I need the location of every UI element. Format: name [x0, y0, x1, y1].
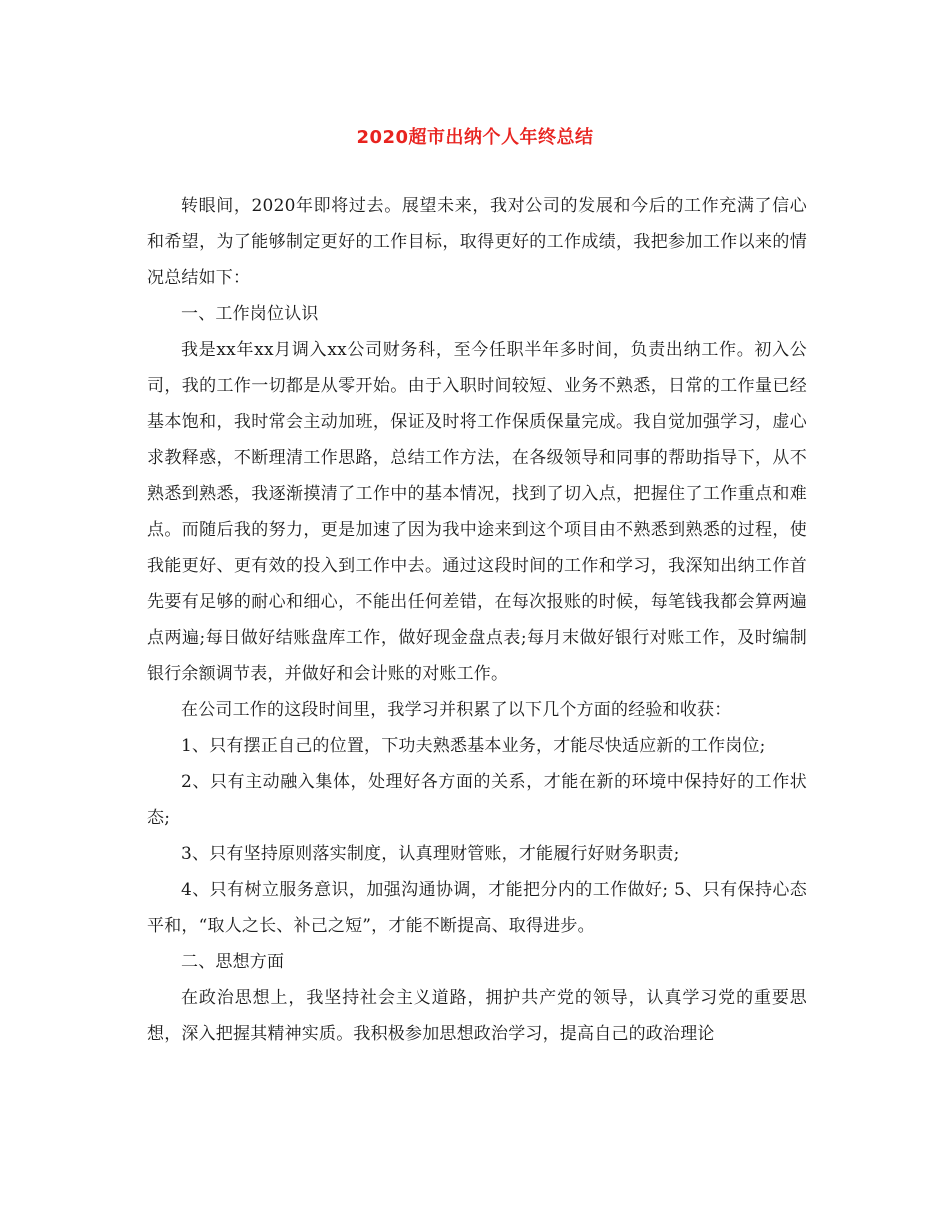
section-heading-job-understanding: 一、工作岗位认识 — [181, 304, 319, 324]
paragraph-intro: 转眼间，2020年即将过去。展望未来，我对公司的发展和今后的工作充满了信心和希望，为了能够制定更好的工作目标，取得更好的工作成绩，我把参加工作以来的情况总结如下： — [147, 196, 807, 288]
paragraph-experience-intro: 在公司工作的这段时间里，我学习并积累了以下几个方面的经验和收获： — [181, 700, 732, 720]
paragraph-job-description: 我是xx年xx月调入xx公司财务科，至今任职半年多时间，负责出纳工作。初入公司，我的工作一切都是从零开始。由于入职时间较短、业务不熟悉，日常的工作量已经基本饱和，我时常会主动加班，保证及时将工作保质保量完成。我自觉加强学习，虚心求教释惑，不断理清工作思路，总结工作方法，在各级领导和同事的帮助指导下，从不熟悉到熟悉，我逐渐摸清了工作中的基本情况，找到了切入点，把握住了工作重点和难点。而随后我的努力，更是加速了因为我中途来到这个项目由不熟悉到熟悉的过程，使我能更好、更有效的投入到工作中去。通过这段时间的工作和学习，我深知出纳工作首先要有足够的耐心和细心，不能出任何差错，在每次报账的时候，每笔钱我都会算两遍点两遍;每日做好结账盘库工作，做好现金盘点表;每月末做好银行对账工作，及时编制银行余额调节表，并做好和会计账的对账工作。 — [147, 340, 807, 684]
list-item-4-5: 4、只有树立服务意识，加强沟通协调，才能把分内的工作做好; 5、只有保持心态平和，“取人之长、补己之短”，才能不断提高、取得进步。 — [147, 880, 807, 936]
document-body — [147, 188, 807, 1052]
paragraph-political-thought: 在政治思想上，我坚持社会主义道路，拥护共产党的领导，认真学习党的重要思想，深入把握其精神实质。我积极参加思想政治学习，提高自己的政治理论 — [147, 988, 807, 1044]
section-heading-thought: 二、思想方面 — [181, 952, 285, 972]
list-item-2: 2、只有主动融入集体，处理好各方面的关系，才能在新的环境中保持好的工作状态; — [147, 772, 807, 828]
list-item-1: 1、只有摆正自己的位置，下功夫熟悉基本业务，才能尽快适应新的工作岗位; — [181, 736, 766, 756]
list-item-3: 3、只有坚持原则落实制度，认真理财管账，才能履行好财务职责; — [181, 844, 680, 864]
document-title: 2020超市出纳个人年终总结 — [356, 127, 594, 148]
